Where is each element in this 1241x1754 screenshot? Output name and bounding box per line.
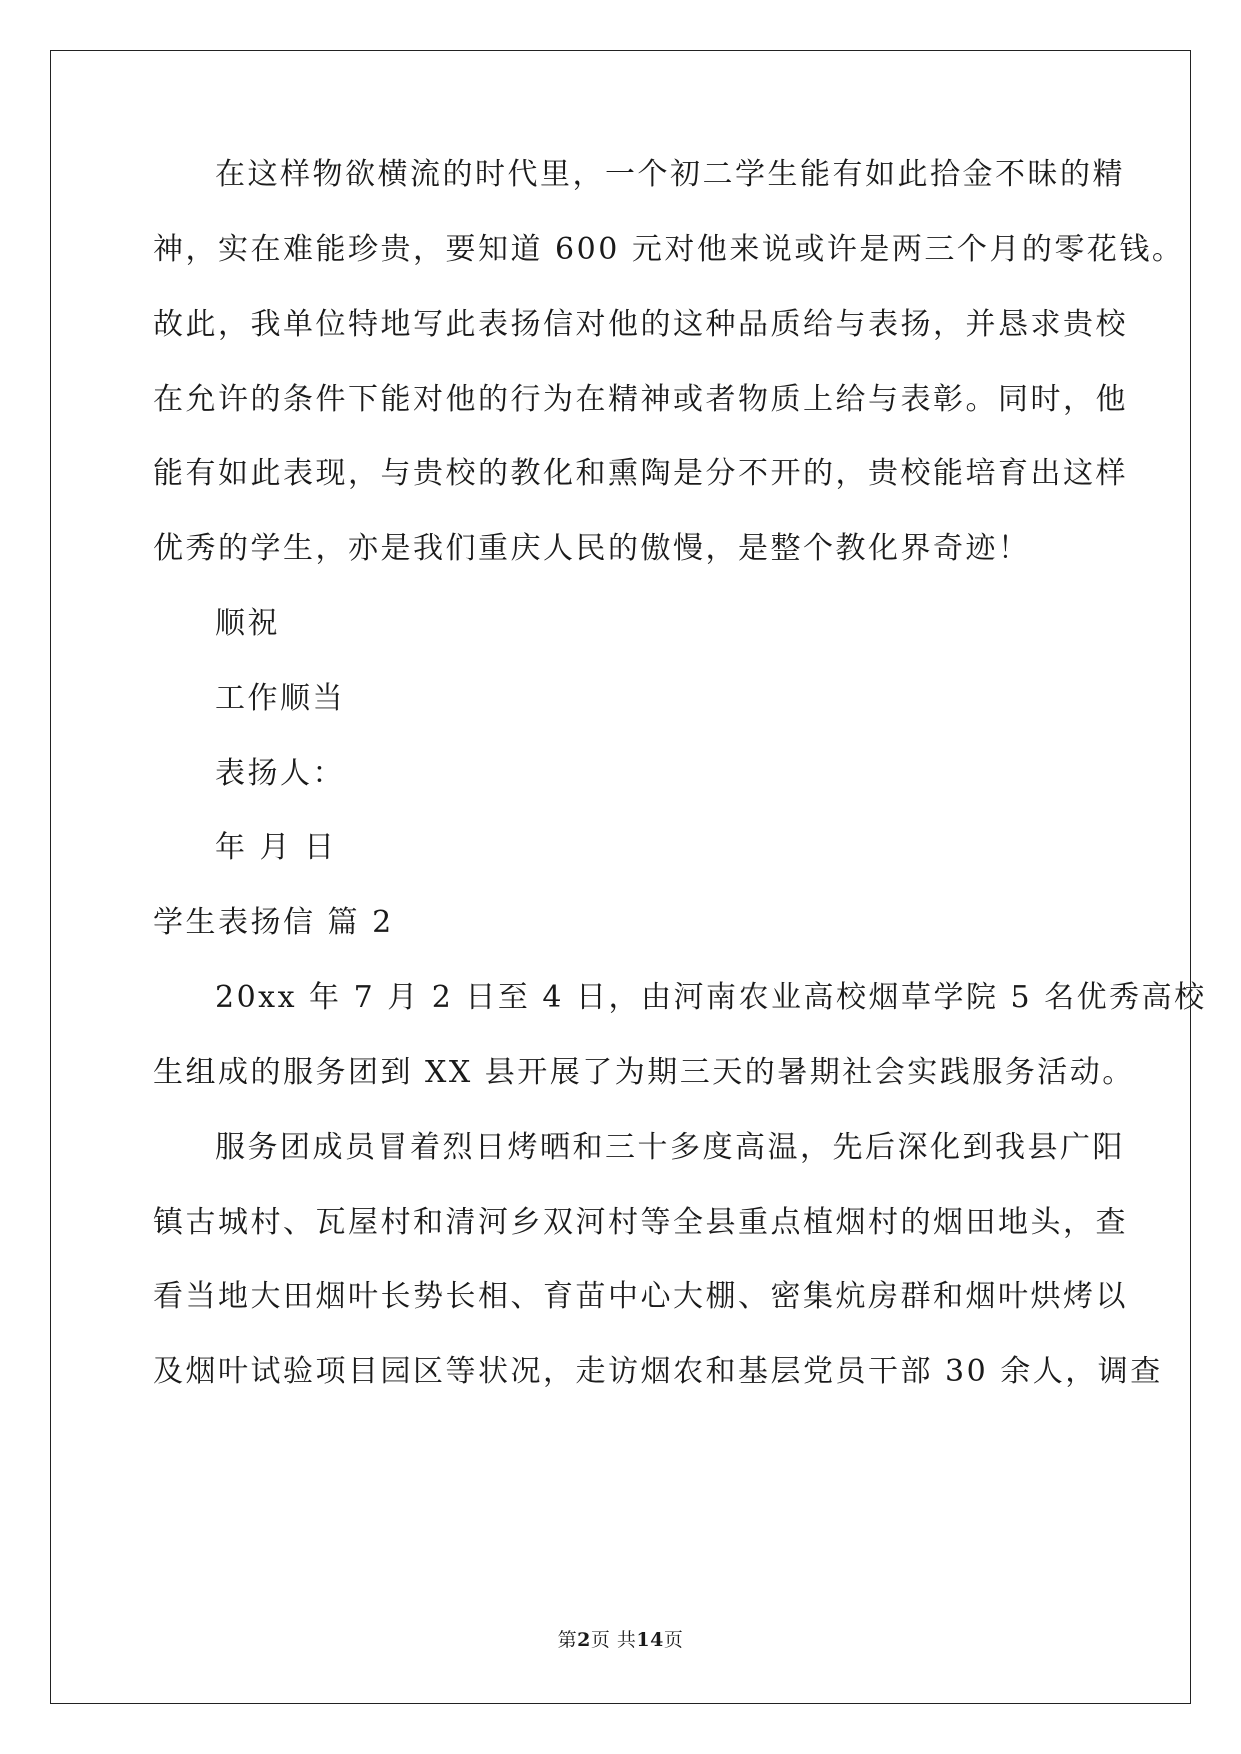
paragraph-line: 神，实在难能珍贵，要知道 600 元对他来说或许是两三个月的零花钱。 <box>153 232 1185 267</box>
footer-prefix: 第 <box>557 1629 578 1651</box>
paragraph-line: 服务团成员冒着烈日烤晒和三十多度高温，先后深化到我县广阳 <box>215 1130 1125 1165</box>
paragraph-line: 看当地大田烟叶长势长相、育苗中心大棚、密集炕房群和烟叶烘烤以 <box>153 1279 1128 1314</box>
paragraph-line: 在允许的条件下能对他的行为在精神或者物质上给与表彰。同时，他 <box>153 382 1128 417</box>
paragraph-line: 及烟叶试验项目园区等状况，走访烟农和基层党员干部 30 余人，调查 <box>153 1354 1163 1389</box>
paragraph-line: 在这样物欲横流的时代里，一个初二学生能有如此拾金不昧的精 <box>215 157 1125 192</box>
paragraph-line: 镇古城村、瓦屋村和清河乡双河村等全县重点植烟村的烟田地头，查 <box>153 1205 1128 1240</box>
paragraph-line: 故此，我单位特地写此表扬信对他的这种品质给与表扬，并恳求贵校 <box>153 307 1128 342</box>
paragraph-line: 20xx 年 7 月 2 日至 4 日，由河南农业高校烟草学院 5 名优秀高校 <box>215 980 1207 1015</box>
paragraph-line: 生组成的服务团到 XX 县开展了为期三天的暑期社会实践服务活动。 <box>153 1055 1135 1090</box>
current-page-number: 2 <box>577 1629 591 1651</box>
page-footer <box>0 1628 1241 1652</box>
page-border <box>50 50 1191 1704</box>
paragraph-line: 能有如此表现，与贵校的教化和熏陶是分不开的，贵校能培育出这样 <box>153 456 1128 491</box>
signature-label: 表扬人： <box>215 756 345 791</box>
section-heading: 学生表扬信 篇 2 <box>153 905 394 940</box>
closing-wish: 工作顺当 <box>215 681 345 716</box>
footer-mid: 页 共 <box>590 1629 637 1651</box>
date-line: 年 月 日 <box>215 830 337 865</box>
paragraph-line: 优秀的学生，亦是我们重庆人民的傲慢，是整个教化界奇迹！ <box>153 531 1031 566</box>
footer-suffix: 页 <box>663 1629 684 1651</box>
closing-salutation: 顺祝 <box>215 606 280 641</box>
total-page-count: 14 <box>636 1629 664 1651</box>
